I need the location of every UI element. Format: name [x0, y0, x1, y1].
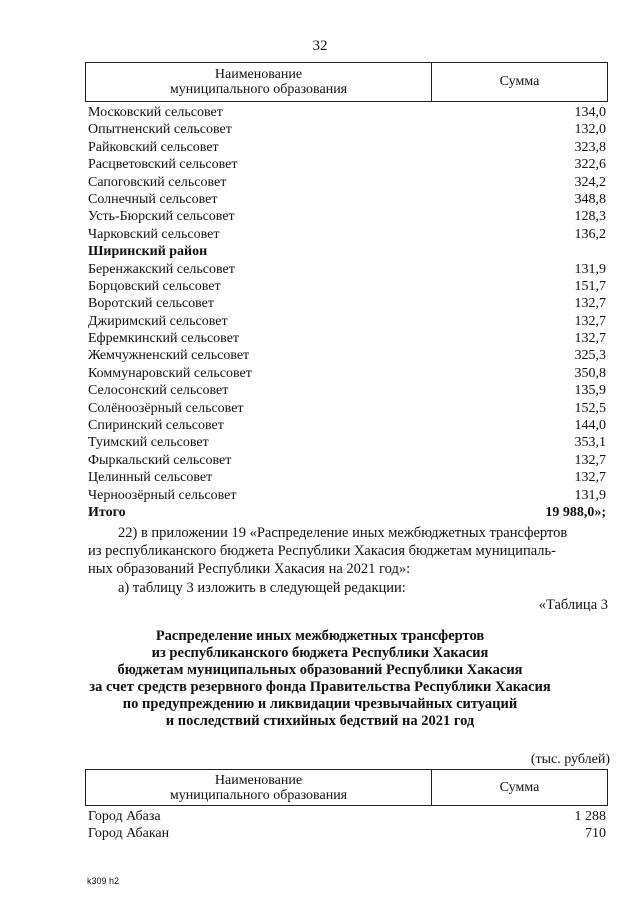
title-line: за счет средств резервного фонда Правительства Республики Хакасия — [89, 679, 551, 695]
row-value: 132,0 — [574, 122, 606, 138]
row-value: 131,9 — [574, 487, 606, 503]
row-name: Расцветовский сельсовет — [88, 157, 238, 173]
row-name: Жемчужненский сельсовет — [88, 348, 250, 364]
table-row — [88, 434, 606, 451]
header-name-line2: муниципального образования — [169, 82, 348, 97]
row-name: Фыркальский сельсовет — [88, 452, 232, 468]
row-value: 348,8 — [574, 191, 606, 207]
row-name: Город Абакан — [88, 826, 170, 842]
page-number: 32 — [312, 38, 328, 54]
table-row — [88, 191, 606, 208]
row-name: Солёноозёрный сельсовет — [88, 400, 244, 416]
table-row — [88, 313, 606, 330]
table1-header — [85, 62, 608, 102]
row-name: Беренжакский сельсовет — [88, 261, 235, 277]
table-row — [88, 825, 606, 842]
table-row — [88, 121, 606, 138]
row-value: 353,1 — [574, 435, 606, 451]
table-row — [88, 208, 606, 225]
table-row — [88, 156, 606, 173]
row-name: Спиринский сельсовет — [88, 418, 224, 434]
row-name: Туимский сельсовет — [88, 435, 209, 451]
row-name: Черноозёрный сельсовет — [88, 487, 237, 503]
table-row — [88, 295, 606, 312]
row-value: 325,3 — [574, 348, 606, 364]
table-row — [88, 104, 606, 121]
header-name-line2: муниципального образования — [169, 787, 348, 803]
row-name: Сапоговский сельсовет — [88, 174, 227, 190]
table-row — [88, 174, 606, 191]
units-label: (тыс. рублей) — [530, 752, 610, 767]
document-code: k309 h2 — [87, 876, 120, 886]
title-line: по предупреждению и ликвидации чрезвычайных ситуаций — [122, 696, 518, 712]
row-value: 132,7 — [574, 313, 606, 329]
row-value: 1 288 — [574, 809, 606, 824]
table-row — [88, 417, 606, 434]
row-value: 350,8 — [574, 365, 606, 381]
district-heading-row — [88, 243, 606, 260]
table-row — [88, 261, 606, 278]
row-value: 323,8 — [574, 139, 606, 155]
row-value: 132,7 — [574, 331, 606, 347]
row-name: Селосонский сельсовет — [88, 383, 229, 399]
row-name: Усть-Бюрский сельсовет — [88, 209, 235, 225]
row-name: Солнечный сельсовет — [88, 191, 218, 207]
header-name-line1: Наименование — [214, 67, 303, 82]
row-value: 131,9 — [574, 261, 606, 277]
row-name: Московский сельсовет — [88, 105, 223, 120]
amendment-paragraph — [88, 524, 603, 578]
row-value: 128,3 — [574, 209, 606, 225]
table-row — [88, 226, 606, 243]
table1-header-sum: Сумма — [499, 74, 540, 89]
table1-header-name — [86, 63, 432, 101]
table1-body — [88, 104, 606, 521]
row-name: Борцовский сельсовет — [88, 278, 221, 294]
table-row — [88, 330, 606, 347]
title-line: бюджетам муниципальных образований Республики Хакасия — [117, 662, 523, 678]
header-name-line1: Наименование — [214, 772, 303, 788]
row-value: 136,2 — [574, 226, 606, 242]
row-value: 322,6 — [574, 157, 606, 173]
row-name: Чарковский сельсовет — [88, 226, 220, 242]
row-value: 135,9 — [574, 383, 606, 399]
row-name: Город Абаза — [88, 809, 161, 824]
table-title — [0, 628, 640, 730]
row-name: Коммунаровский сельсовет — [88, 365, 252, 381]
table-row — [88, 400, 606, 417]
row-value: 144,0 — [574, 418, 606, 434]
row-value: 132,7 — [574, 452, 606, 468]
paragraph-line: из республиканского бюджета Республики Хакасия бюджетам муниципаль- — [88, 543, 556, 559]
row-value: 324,2 — [574, 174, 606, 190]
title-line: Распределение иных межбюджетных трансфертов — [155, 628, 485, 644]
total-value: 19 988,0»; — [545, 504, 606, 520]
table2-header-sum: Сумма — [499, 779, 540, 795]
table-row — [88, 365, 606, 382]
table-row — [88, 382, 606, 399]
table-row — [88, 139, 606, 156]
table2-header — [85, 769, 608, 806]
row-value: 134,0 — [574, 105, 606, 120]
table-row — [88, 278, 606, 295]
table-row — [88, 452, 606, 469]
table-row — [88, 808, 606, 825]
row-name: Целинный сельсовет — [88, 470, 213, 486]
row-name: Ефремкинский сельсовет — [88, 331, 240, 347]
title-line: из республиканского бюджета Республики Хакасия — [151, 645, 489, 661]
total-row — [88, 504, 606, 521]
table-row — [88, 469, 606, 486]
row-name: Воротский сельсовет — [88, 296, 214, 312]
row-value: 132,7 — [574, 470, 606, 486]
row-name: Райковский сельсовет — [88, 139, 219, 155]
paragraph-line: ных образований Республики Хакасия на 2021 год»: — [88, 561, 411, 577]
table2-header-name — [86, 770, 432, 805]
row-value: 152,5 — [574, 400, 606, 416]
total-label: Итого — [88, 504, 126, 520]
table-caption: «Таблица 3 — [538, 597, 608, 613]
paragraph-line: 22) в приложении 19 «Распределение иных межбюджетных трансфертов — [118, 525, 568, 541]
title-line: и последствий стихийных бедствий на 2021 год — [165, 713, 475, 729]
table-row — [88, 487, 606, 504]
row-name: Опытненский сельсовет — [88, 122, 232, 138]
subclause-paragraph: а) таблицу 3 изложить в следующей редакции: — [118, 580, 406, 596]
row-value: 132,7 — [574, 296, 606, 312]
district-name: Ширинский район — [88, 244, 208, 260]
row-value: 151,7 — [574, 278, 606, 294]
row-value: 710 — [585, 826, 606, 842]
table2-body — [88, 808, 606, 843]
row-name: Джиримский сельсовет — [88, 313, 228, 329]
table-row — [88, 347, 606, 364]
